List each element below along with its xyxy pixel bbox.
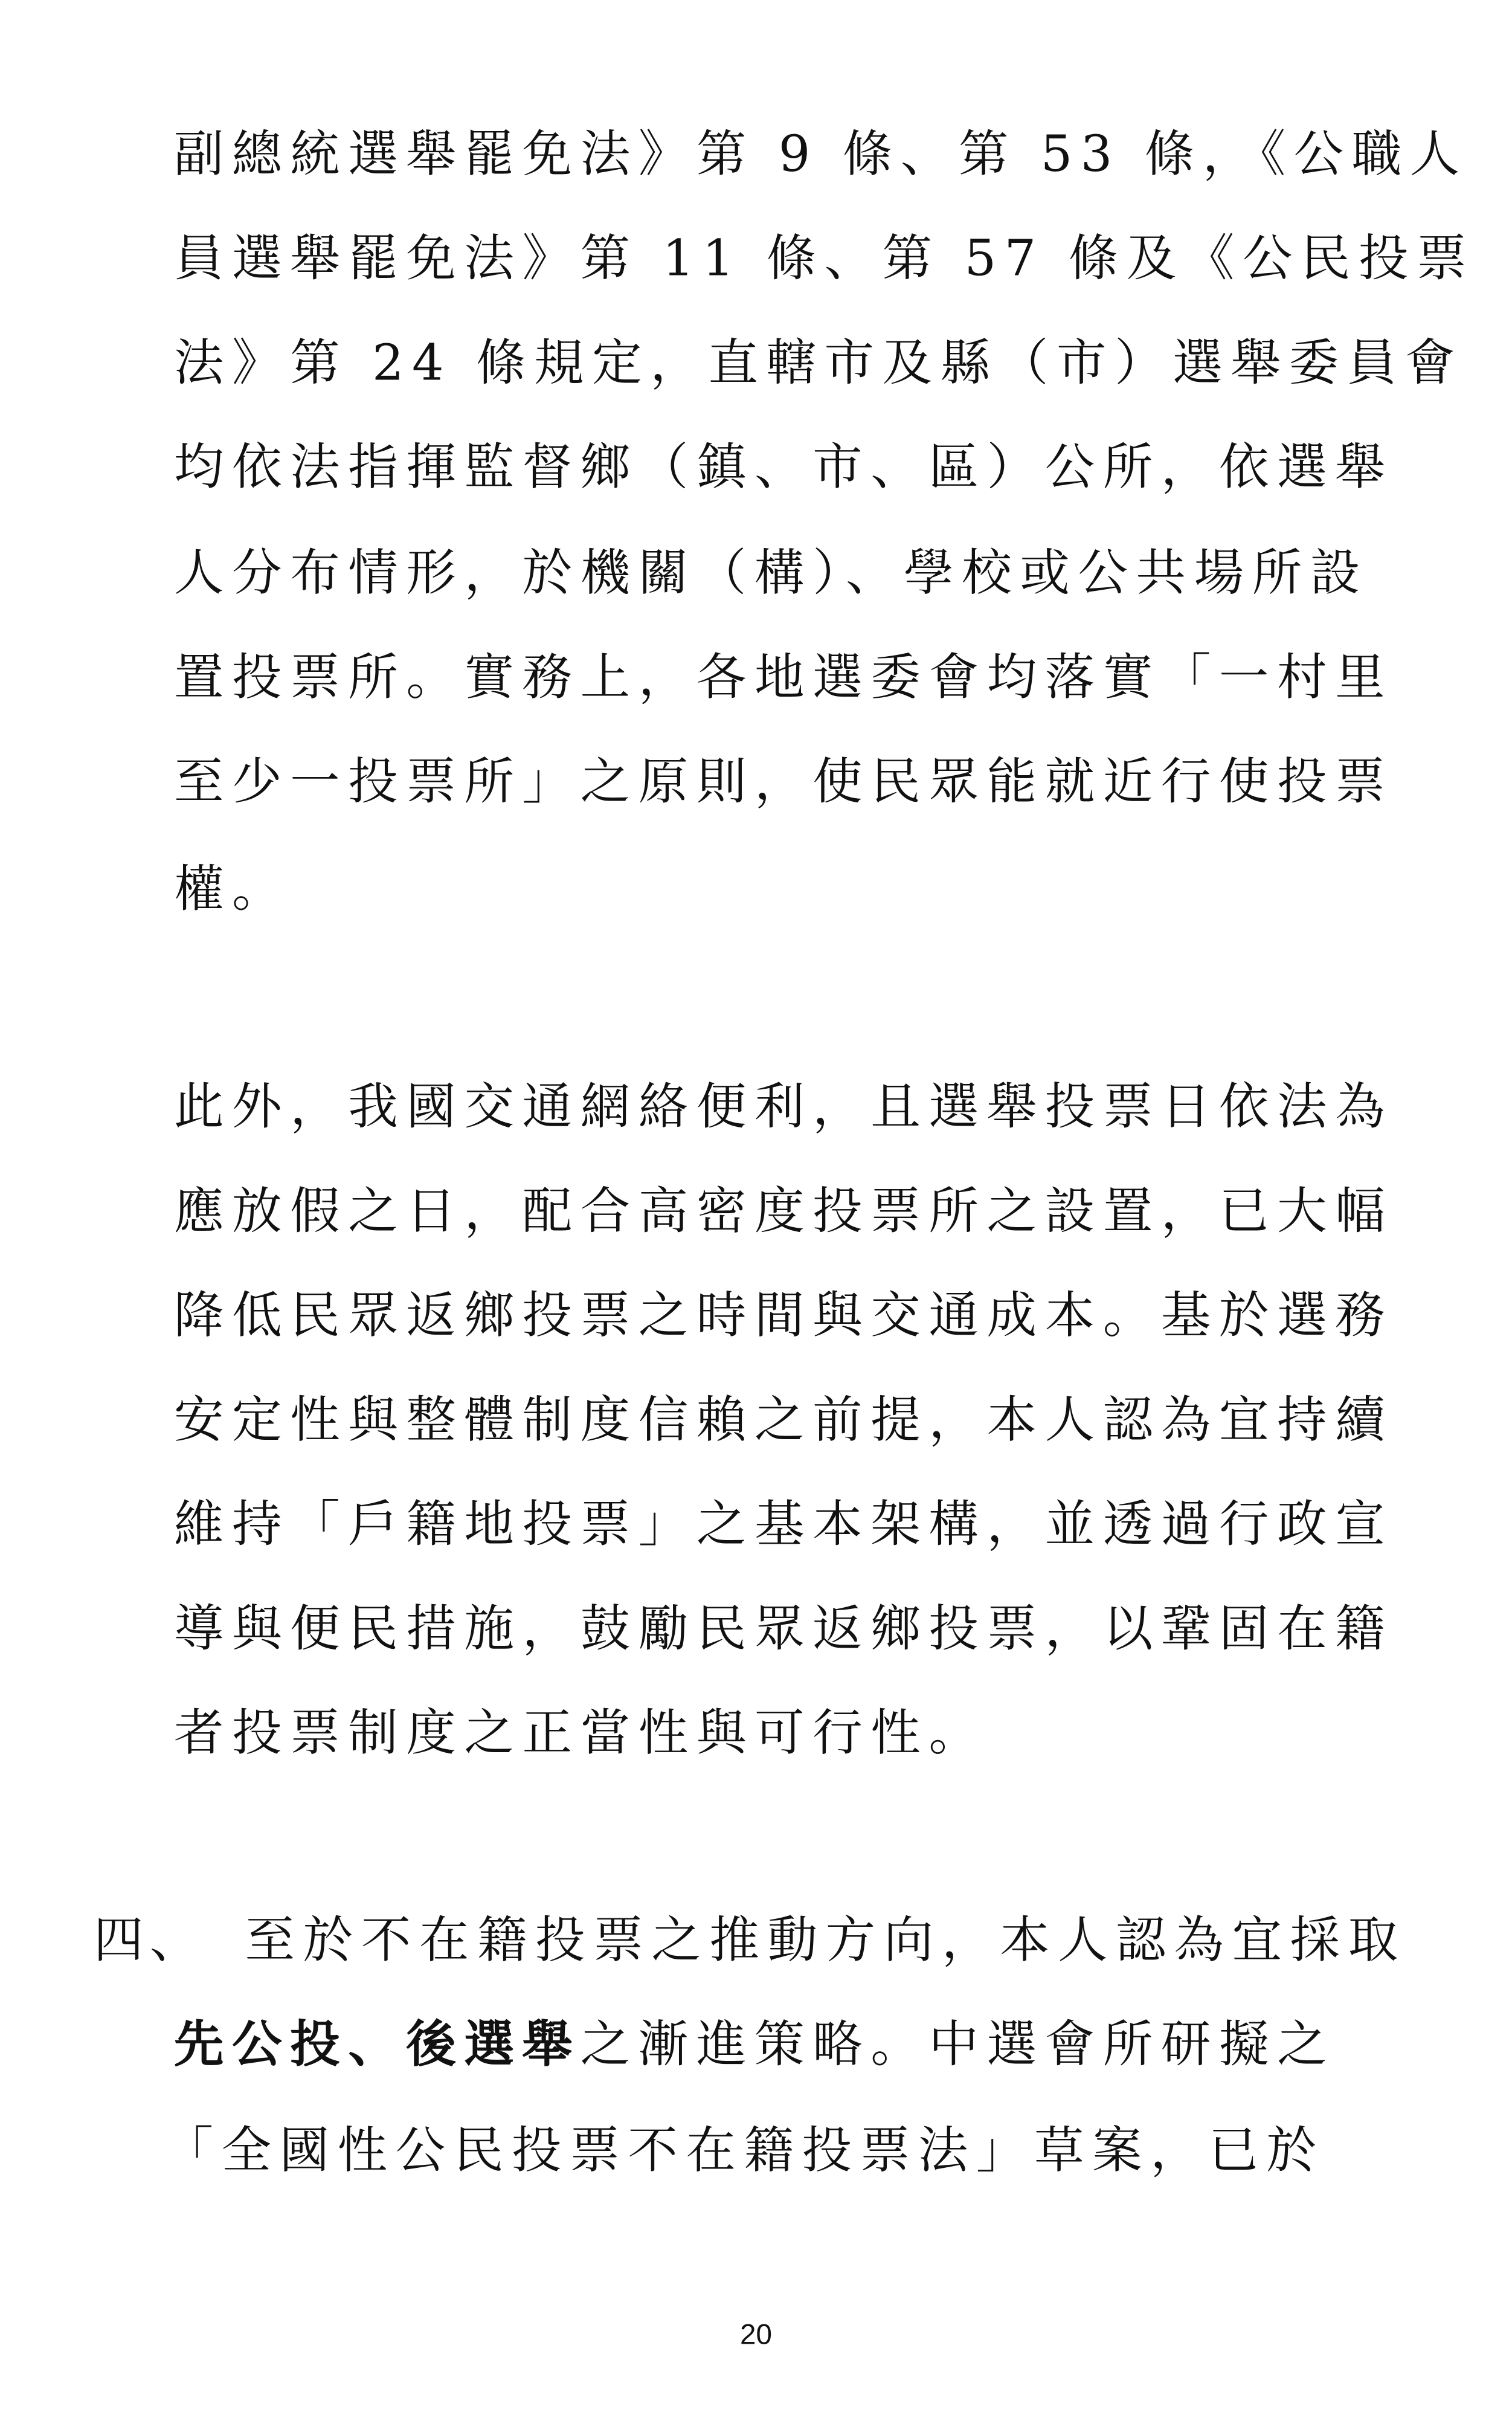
paragraph-line: 安定性與整體制度信賴之前提，本人認為宜持續 bbox=[173, 1390, 1394, 1449]
paragraph-line: 導與便民措施，鼓勵民眾返鄉投票，以鞏固在籍 bbox=[173, 1598, 1394, 1658]
page-number: 20 bbox=[740, 2320, 772, 2352]
paragraph-line: 副總統選舉罷免法》第 9 條、第 53 條，《公職人 bbox=[173, 124, 1469, 183]
paragraph-line: 「全國性公民投票不在籍投票法」草案，已於 bbox=[163, 2120, 1325, 2179]
paragraph-line: 員選舉罷免法》第 11 條、第 57 條及《公民投票 bbox=[173, 228, 1475, 288]
section-number: 四、 bbox=[94, 1910, 206, 1969]
paragraph-line: 至於不在籍投票之推動方向，本人認為宜採取 bbox=[245, 1910, 1406, 1969]
paragraph-text: 之漸進策略。中選會所研擬之 bbox=[580, 2014, 1336, 2074]
paragraph-line bbox=[174, 2014, 1335, 2075]
emphasis-text: 先公投、後選舉 bbox=[173, 2014, 581, 2074]
paragraph-line: 此外，我國交通網絡便利，且選舉投票日依法為 bbox=[173, 1077, 1394, 1136]
paragraph-line: 均依法指揮監督鄉（鎮、市、區）公所，依選舉 bbox=[173, 437, 1394, 496]
paragraph-line: 維持「戶籍地投票」之基本架構，並透過行政宣 bbox=[173, 1494, 1394, 1553]
paragraph-line: 置投票所。實務上，各地選委會均落實「一村里 bbox=[173, 647, 1394, 706]
paragraph-line: 人分布情形，於機關（構）、學校或公共場所設 bbox=[173, 543, 1368, 602]
paragraph-line: 權。 bbox=[173, 859, 291, 918]
paragraph-line: 者投票制度之正當性與可行性。 bbox=[173, 1703, 987, 1762]
paragraph-line: 應放假之日，配合高密度投票所之設置，已大幅 bbox=[173, 1181, 1394, 1240]
paragraph-line: 法》第 24 條規定，直轄市及縣（市）選舉委員會 bbox=[173, 332, 1463, 392]
paragraph-line: 降低民眾返鄉投票之時間與交通成本。基於選務 bbox=[173, 1285, 1394, 1345]
paragraph-line: 至少一投票所」之原則，使民眾能就近行使投票 bbox=[173, 751, 1394, 811]
